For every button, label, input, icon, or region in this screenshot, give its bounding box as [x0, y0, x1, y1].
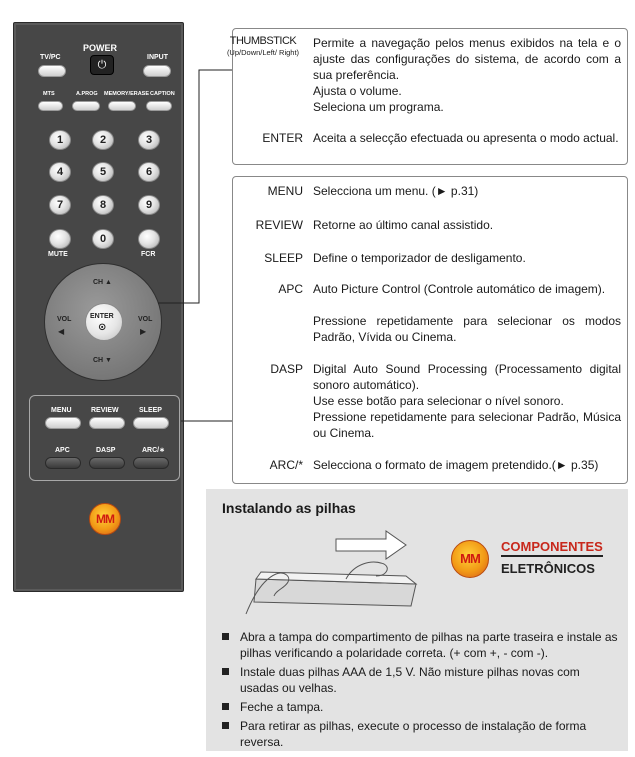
review-key: REVIEW	[255, 218, 303, 232]
digit-0-button[interactable]: 0	[92, 229, 114, 249]
review-desc: Retorne ao último canal assistido.	[313, 218, 494, 232]
dasp-key: DASP	[270, 362, 303, 376]
thumbstick-desc-3: Seleciona um programa.	[313, 100, 444, 114]
apc-desc-2: Pressione repetidamente para selecionar os modos Padrão, Vívida ou Cinema.	[313, 314, 621, 344]
list-item: Para retirar as pilhas, execute o processo de instalação de forma reversa.	[222, 718, 620, 750]
list-item: Instale duas pilhas AAA de 1,5 V. Não misture pilhas novas com usadas ou velhas.	[222, 664, 620, 696]
mute-label: MUTE	[48, 251, 68, 258]
digit-1-button[interactable]: 1	[49, 130, 71, 150]
ch-up-label[interactable]: CH ▲	[93, 279, 112, 286]
thumbstick-key: THUMBSTICK	[229, 35, 297, 47]
apc-label: APC	[55, 447, 70, 454]
dasp-desc-3: Pressione repetidamente para selecionar Padrão, Música ou Cinema.	[313, 410, 621, 440]
fcr-label: FCR	[141, 251, 156, 258]
digit-7-button[interactable]: 7	[49, 195, 71, 215]
tvpc-label: TV/PC	[40, 54, 61, 61]
brand-line-2: ELETRÔNICOS	[501, 561, 595, 576]
memory-erase-label: MEMORY/ERASE	[104, 91, 150, 97]
vol-left-arrow-icon: ◀	[58, 327, 65, 336]
remote-brand-logo: MM	[89, 503, 121, 535]
sleep-label: SLEEP	[139, 407, 162, 414]
digit-6-button[interactable]: 6	[138, 162, 160, 182]
digit-3-button[interactable]: 3	[138, 130, 160, 150]
digit-5-button[interactable]: 5	[92, 162, 114, 182]
enter-label: ENTER	[90, 313, 114, 320]
digit-9-button[interactable]: 9	[138, 195, 160, 215]
digit-2-button[interactable]: 2	[92, 130, 114, 150]
vol-right-arrow-icon: ▶	[140, 327, 147, 336]
brand-mm-icon: MM	[451, 540, 489, 578]
power-button[interactable]: ⏻	[90, 55, 114, 75]
thumbstick-subkey: (Up/Down/Left/ Right)	[226, 48, 300, 57]
digit-8-button[interactable]: 8	[92, 195, 114, 215]
dasp-desc-1: Digital Auto Sound Processing (Processamento digital sonoro automático).	[313, 362, 621, 392]
enter-dot-icon: ⊙	[98, 322, 107, 333]
mts-label: MTS	[43, 91, 55, 97]
menu-label: MENU	[51, 407, 72, 414]
battery-cover-illustration	[236, 524, 426, 619]
vol-left-label[interactable]: VOL	[57, 316, 72, 323]
dasp-label: DASP	[96, 447, 116, 454]
list-item: Abra a tampa do compartimento de pilhas na parte traseira e instale as pilhas verificando a polaridade correta. (+ com +, - com -).	[222, 629, 620, 661]
arc-key: ARC/*	[269, 458, 303, 472]
arc-desc: Selecciona o formato de imagem pretendido.(► p.35)	[313, 458, 599, 472]
sleep-desc: Define o temporizador de desligamento.	[313, 251, 526, 265]
menu-key: MENU	[267, 184, 303, 198]
list-item: Feche a tampa.	[222, 699, 620, 715]
batteries-title: Instalando as pilhas	[222, 500, 356, 516]
vol-right-label[interactable]: VOL	[138, 316, 153, 323]
caption-label: CAPTION	[150, 91, 175, 97]
thumbstick-enter-box	[226, 28, 628, 165]
apc-key: APC	[278, 282, 303, 296]
brand-line-1: COMPONENTES	[501, 539, 603, 557]
thumbstick-desc-1: Permite a navegação pelos menus exibidos na tela e o ajuste das configurações do sistema, de acordo com a sua preferência.	[313, 36, 621, 82]
enter-key: ENTER	[262, 131, 303, 145]
thumbstick-desc-2: Ajusta o volume.	[313, 84, 402, 98]
digit-4-button[interactable]: 4	[49, 162, 71, 182]
dasp-desc-2: Use esse botão para selecionar o nível sonoro.	[313, 394, 564, 408]
battery-instructions	[222, 629, 620, 753]
batteries-panel	[206, 489, 628, 751]
function-keys-box	[232, 176, 628, 484]
sleep-key: SLEEP	[264, 251, 303, 265]
enter-desc: Aceita a selecção efectuada ou apresenta o modo actual.	[313, 131, 619, 145]
arc-label: ARC/∗	[142, 447, 165, 454]
aprog-label: A.PROG	[76, 91, 98, 97]
ch-down-label[interactable]: CH ▼	[93, 357, 112, 364]
menu-desc: Selecciona um menu. (► p.31)	[313, 184, 479, 198]
brand-logo	[451, 532, 603, 592]
review-label: REVIEW	[91, 407, 119, 414]
input-label: INPUT	[147, 54, 168, 61]
apc-desc-1: Auto Picture Control (Controle automático de imagem).	[313, 282, 606, 296]
power-label: POWER	[83, 43, 118, 53]
